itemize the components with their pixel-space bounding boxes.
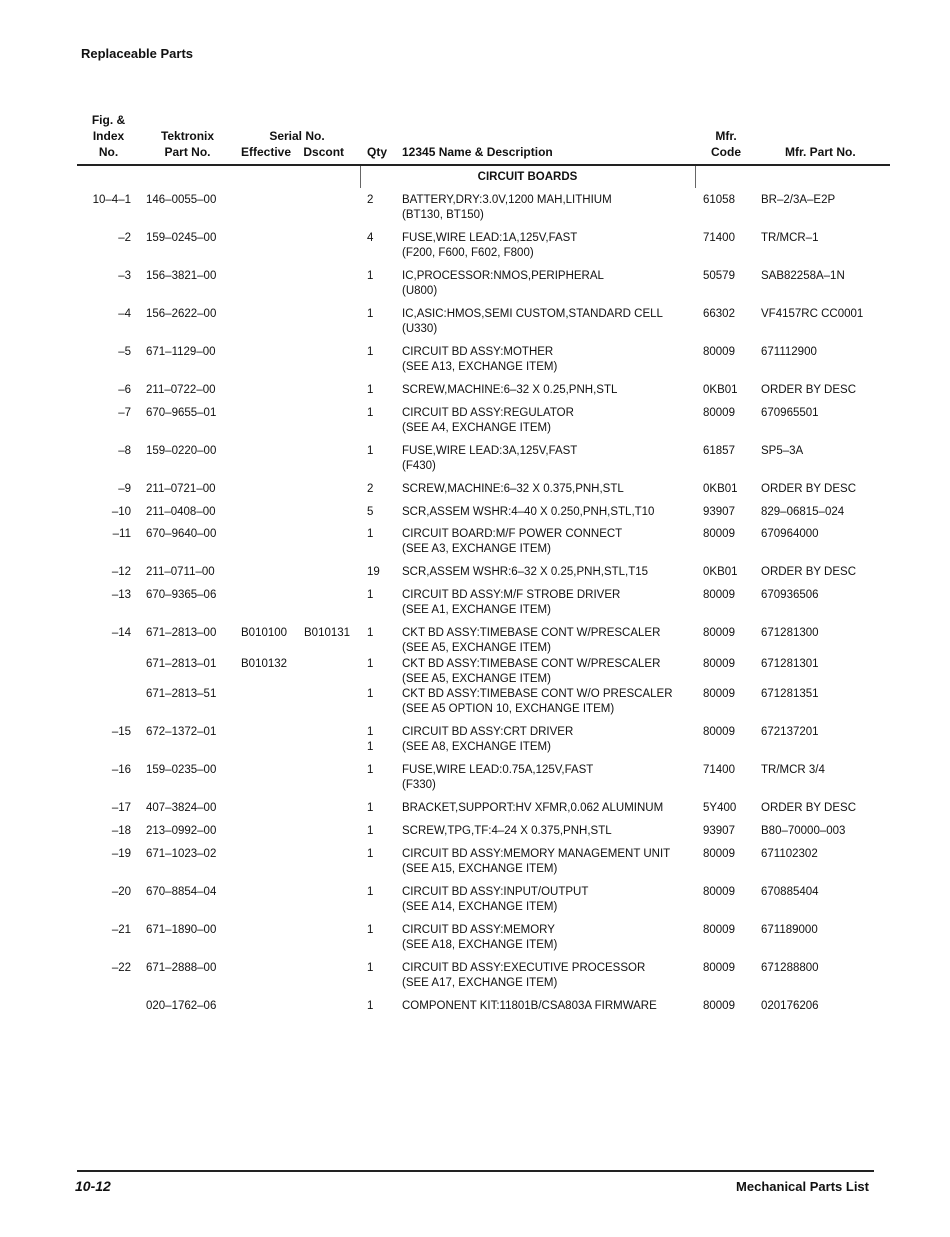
cell-desc-line1: CIRCUIT BD ASSY:MEMORY xyxy=(402,924,555,936)
cell-desc-line1: CIRCUIT BD ASSY:MEMORY MANAGEMENT UNIT xyxy=(402,848,671,860)
cell-part: 146–0055–00 xyxy=(146,194,217,206)
table-row xyxy=(0,406,950,436)
cell-fig: –19 xyxy=(111,848,131,860)
cell-code: 50579 xyxy=(703,270,735,282)
col-head-qty: Qty xyxy=(367,145,388,159)
cell-fig: –15 xyxy=(111,726,131,738)
table-row xyxy=(0,307,950,337)
cell-mpn: SAB82258A–1N xyxy=(761,270,845,282)
table-row xyxy=(0,444,950,474)
circuit-boards-label: CIRCUIT BOARDS xyxy=(477,171,578,183)
cell-qty: 1 xyxy=(367,688,374,700)
cell-desc xyxy=(402,763,593,793)
cell-qty-line2: 1 xyxy=(367,741,374,753)
cell-fig: –8 xyxy=(118,445,131,457)
cell-desc xyxy=(402,193,612,223)
cell-mpn: 671281301 xyxy=(761,658,819,670)
cell-desc xyxy=(402,565,648,580)
cell-desc xyxy=(402,406,574,436)
cell-code: 0KB01 xyxy=(703,384,738,396)
cell-desc xyxy=(402,527,622,557)
table-row xyxy=(0,527,950,557)
cell-desc-line2: (SEE A5, EXCHANGE ITEM) xyxy=(402,642,551,654)
cell-mpn: 671112900 xyxy=(761,346,817,358)
cell-desc-line2: (U330) xyxy=(402,323,438,335)
cell-desc xyxy=(402,801,663,816)
cell-desc-line1: CKT BD ASSY:TIMEBASE CONT W/PRESCALER xyxy=(402,627,661,639)
col-head-dscont: Dscont xyxy=(303,145,345,159)
cell-code: 5Y400 xyxy=(703,802,737,814)
cell-desc-line1: CIRCUIT BD ASSY:INPUT/OUTPUT xyxy=(402,886,589,898)
cell-code: 0KB01 xyxy=(703,483,738,495)
cell-code: 80009 xyxy=(703,962,735,974)
cell-code: 80009 xyxy=(703,658,735,670)
footer-title: Mechanical Parts List xyxy=(736,1179,869,1194)
cell-mpn: ORDER BY DESC xyxy=(761,566,857,578)
cell-code: 80009 xyxy=(703,924,735,936)
cell-code: 80009 xyxy=(703,726,735,738)
cell-desc xyxy=(402,725,573,755)
cell-desc xyxy=(402,444,577,474)
cell-qty: 2 xyxy=(367,483,374,495)
cell-desc-line2: (SEE A4, EXCHANGE ITEM) xyxy=(402,422,551,434)
cell-qty: 1 xyxy=(367,346,374,358)
table-row xyxy=(0,626,950,656)
cell-fig: –21 xyxy=(111,924,131,936)
col-head-serial-sub xyxy=(241,144,353,160)
cell-desc-line1: IC,ASIC:HMOS,SEMI CUSTOM,STANDARD CELL xyxy=(402,308,663,320)
cell-desc-line1: BATTERY,DRY:3.0V,1200 MAH,LITHIUM xyxy=(402,194,612,206)
cell-qty: 1 xyxy=(367,384,374,396)
cell-mpn: 670885404 xyxy=(761,886,819,898)
cell-eff: B010100 xyxy=(241,627,288,639)
cell-desc xyxy=(402,588,620,618)
col-head-desc: 12345 Name & Description xyxy=(402,145,553,159)
col-head-part xyxy=(145,112,230,162)
cell-desc xyxy=(402,847,670,877)
cell-part: 156–3821–00 xyxy=(146,270,217,282)
cell-desc xyxy=(402,307,663,337)
cell-qty: 1 xyxy=(367,848,374,860)
cell-desc xyxy=(402,482,624,497)
cell-fig: –13 xyxy=(111,589,131,601)
cell-mpn: TR/MCR–1 xyxy=(761,232,819,244)
col-head-mpn: Mfr. Part No. xyxy=(785,145,856,159)
cell-qty: 1 xyxy=(367,924,374,936)
cell-code: 80009 xyxy=(703,346,735,358)
cell-desc xyxy=(402,961,645,991)
col-head-effective: Effective xyxy=(241,145,292,159)
cell-fig: –18 xyxy=(111,825,131,837)
cell-fig: –17 xyxy=(111,802,131,814)
cell-qty: 1 xyxy=(367,627,374,639)
cell-qty: 1 xyxy=(367,886,374,898)
cell-mpn: B80–70000–003 xyxy=(761,825,846,837)
cell-desc-line2: (SEE A15, EXCHANGE ITEM) xyxy=(402,863,558,875)
cell-qty: 1 xyxy=(367,528,374,540)
table-row xyxy=(0,193,950,223)
cell-code: 61857 xyxy=(703,445,735,457)
cell-qty: 1 xyxy=(367,1000,374,1012)
cell-desc-line2: (SEE A1, EXCHANGE ITEM) xyxy=(402,604,551,616)
cell-desc-line2: (SEE A8, EXCHANGE ITEM) xyxy=(402,741,551,753)
cell-part: 213–0992–00 xyxy=(146,825,217,837)
cell-fig: –14 xyxy=(111,627,131,639)
cell-fig: –5 xyxy=(118,346,131,358)
cell-desc-line2: (SEE A17, EXCHANGE ITEM) xyxy=(402,977,558,989)
table-row xyxy=(0,847,950,877)
cell-code: 80009 xyxy=(703,528,735,540)
table-row xyxy=(0,999,950,1029)
cell-code: 80009 xyxy=(703,589,735,601)
cell-qty: 1 xyxy=(367,308,374,320)
cell-qty: 1 xyxy=(367,270,374,282)
cell-part: 159–0245–00 xyxy=(146,232,217,244)
cell-mpn: 671281300 xyxy=(761,627,819,639)
cell-desc-line1: IC,PROCESSOR:NMOS,PERIPHERAL xyxy=(402,270,604,282)
cell-desc-line1: BRACKET,SUPPORT:HV XFMR,0.062 ALUMINUM xyxy=(402,802,664,814)
cell-fig: –12 xyxy=(111,566,131,578)
cell-mpn: ORDER BY DESC xyxy=(761,483,857,495)
col-head-fig-line1: Fig. & xyxy=(91,113,126,127)
cell-desc xyxy=(402,657,660,687)
cell-qty: 1 xyxy=(367,825,374,837)
cell-part: 211–0408–00 xyxy=(146,506,216,518)
cell-qty-line1: 1 xyxy=(367,726,374,738)
table-row xyxy=(0,345,950,375)
section-header: Replaceable Parts xyxy=(81,46,194,61)
cell-fig: 10–4–1 xyxy=(92,194,131,206)
cell-qty: 1 xyxy=(367,589,374,601)
cell-desc xyxy=(402,626,660,656)
cell-part: 672–1372–01 xyxy=(146,726,217,738)
cell-desc-line1: CKT BD ASSY:TIMEBASE CONT W/PRESCALER xyxy=(402,658,661,670)
cell-desc-line1: CIRCUIT BD ASSY:EXECUTIVE PROCESSOR xyxy=(402,962,646,974)
cell-mpn: VF4157RC CC0001 xyxy=(761,308,864,320)
cell-desc xyxy=(402,505,654,520)
cell-code: 61058 xyxy=(703,194,735,206)
cell-desc xyxy=(402,345,557,375)
cell-code: 80009 xyxy=(703,407,735,419)
page-number: 10-12 xyxy=(75,1178,111,1194)
col-head-serial xyxy=(241,112,353,162)
cell-mpn: TR/MCR 3/4 xyxy=(761,764,825,776)
cell-desc xyxy=(402,885,588,915)
cell-desc xyxy=(402,269,604,299)
cell-fig: –2 xyxy=(118,232,131,244)
col-head-serial-label: Serial No. xyxy=(269,129,325,143)
cell-part: 211–0722–00 xyxy=(146,384,216,396)
cell-desc-line1: CIRCUIT BD ASSY:CRT DRIVER xyxy=(402,726,574,738)
cell-desc-line1: SCREW,MACHINE:6–32 X 0.25,PNH,STL xyxy=(402,384,618,396)
cell-part: 670–9365–06 xyxy=(146,589,217,601)
header-rule xyxy=(77,164,890,166)
cell-qty: 1 xyxy=(367,658,374,670)
cell-desc-line1: CKT BD ASSY:TIMEBASE CONT W/O PRESCALER xyxy=(402,688,673,700)
cell-mpn: ORDER BY DESC xyxy=(761,384,857,396)
cell-desc-line2: (F330) xyxy=(402,779,436,791)
cell-fig: –9 xyxy=(118,483,131,495)
cell-qty: 1 xyxy=(367,445,374,457)
cell-part: 020–1762–06 xyxy=(146,1000,217,1012)
cell-part: 671–1023–02 xyxy=(146,848,217,860)
cell-desc-line1: FUSE,WIRE LEAD:0.75A,125V,FAST xyxy=(402,764,594,776)
cell-qty: 1 xyxy=(367,962,374,974)
cell-desc xyxy=(402,923,557,953)
table-row xyxy=(0,269,950,299)
table-row xyxy=(0,961,950,991)
cell-desc-line1: CIRCUIT BD ASSY:MOTHER xyxy=(402,346,554,358)
cell-part: 670–8854–04 xyxy=(146,886,217,898)
cell-fig: –22 xyxy=(111,962,131,974)
cell-part: 670–9655–01 xyxy=(146,407,217,419)
cell-mpn: SP5–3A xyxy=(761,445,804,457)
cell-part: 670–9640–00 xyxy=(146,528,217,540)
cell-desc-line1: SCREW,MACHINE:6–32 X 0.375,PNH,STL xyxy=(402,483,624,495)
cell-desc-line2: (SEE A13, EXCHANGE ITEM) xyxy=(402,361,558,373)
col-head-code-line1: Mfr. xyxy=(715,129,737,143)
cell-fig: –6 xyxy=(118,384,131,396)
table-row xyxy=(0,588,950,618)
cell-code: 0KB01 xyxy=(703,566,738,578)
desc-column-divider xyxy=(695,166,696,188)
cell-mpn: 670936506 xyxy=(761,589,819,601)
footer-rule xyxy=(77,1170,874,1172)
cell-code: 71400 xyxy=(703,232,735,244)
table-row xyxy=(0,231,950,261)
cell-desc-line1: COMPONENT KIT:11801B/CSA803A FIRMWARE xyxy=(402,1000,657,1012)
table-row xyxy=(0,687,950,717)
cell-fig: –20 xyxy=(111,886,131,898)
col-head-fig xyxy=(80,112,137,162)
cell-desc-line1: FUSE,WIRE LEAD:1A,125V,FAST xyxy=(402,232,578,244)
cell-part: 671–1129–00 xyxy=(146,346,216,358)
cell-part: 211–0721–00 xyxy=(146,483,216,495)
cell-qty: 5 xyxy=(367,506,374,518)
cell-desc xyxy=(402,687,673,717)
cell-qty: 1 xyxy=(367,764,374,776)
cell-qty: 1 xyxy=(367,407,374,419)
cell-part: 671–2813–51 xyxy=(146,688,217,700)
cell-mpn: 670965501 xyxy=(761,407,819,419)
cell-part: 211–0711–00 xyxy=(146,566,215,578)
cell-code: 71400 xyxy=(703,764,735,776)
table-row xyxy=(0,725,950,755)
cell-desc-line1: CIRCUIT BD ASSY:REGULATOR xyxy=(402,407,574,419)
cell-fig: –7 xyxy=(118,407,131,419)
cell-desc xyxy=(402,383,617,398)
col-head-code xyxy=(706,112,746,162)
col-head-part-line2: Part No. xyxy=(164,145,211,159)
cell-desc-line2: (U800) xyxy=(402,285,438,297)
cell-code: 80009 xyxy=(703,1000,735,1012)
cell-qty: 19 xyxy=(367,566,380,578)
table-row xyxy=(0,923,950,953)
cell-part: 671–2888–00 xyxy=(146,962,217,974)
cell-desc xyxy=(402,999,657,1014)
cell-code: 66302 xyxy=(703,308,735,320)
cell-dsc: B010131 xyxy=(304,627,351,639)
cell-fig: –11 xyxy=(112,528,131,540)
cell-desc xyxy=(402,231,577,261)
cell-code: 93907 xyxy=(703,825,735,837)
cell-code: 80009 xyxy=(703,688,735,700)
cell-fig: –4 xyxy=(118,308,131,320)
col-head-fig-line3: No. xyxy=(98,145,119,159)
cell-code: 80009 xyxy=(703,627,735,639)
cell-desc-line1: SCREW,TPG,TF:4–24 X 0.375,PNH,STL xyxy=(402,825,612,837)
cell-code: 80009 xyxy=(703,848,735,860)
col-head-fig-line2: Index xyxy=(92,129,125,143)
cell-qty xyxy=(367,725,373,755)
cell-part: 407–3824–00 xyxy=(146,802,217,814)
cell-part: 671–1890–00 xyxy=(146,924,217,936)
cell-desc-line1: SCR,ASSEM WSHR:4–40 X 0.250,PNH,STL,T10 xyxy=(402,506,655,518)
cell-mpn: 671189000 xyxy=(761,924,818,936)
table-row xyxy=(0,657,950,687)
cell-part: 671–2813–00 xyxy=(146,627,217,639)
col-head-part-line1: Tektronix xyxy=(160,129,215,143)
cell-fig: –16 xyxy=(111,764,131,776)
table-row xyxy=(0,885,950,915)
cell-mpn: 671288800 xyxy=(761,962,819,974)
cell-desc-line2: (SEE A18, EXCHANGE ITEM) xyxy=(402,939,558,951)
cell-mpn: ORDER BY DESC xyxy=(761,802,857,814)
table-row xyxy=(0,763,950,793)
cell-qty: 1 xyxy=(367,802,374,814)
cell-qty: 2 xyxy=(367,194,374,206)
cell-desc-line2: (F430) xyxy=(402,460,436,472)
cell-desc-line2: (SEE A14, EXCHANGE ITEM) xyxy=(402,901,558,913)
cell-part: 159–0235–00 xyxy=(146,764,217,776)
cell-desc-line2: (SEE A5, EXCHANGE ITEM) xyxy=(402,673,551,685)
cell-desc-line2: (BT130, BT150) xyxy=(402,209,484,221)
cell-code: 93907 xyxy=(703,506,735,518)
cell-mpn: 829–06815–024 xyxy=(761,506,845,518)
cell-mpn: 672137201 xyxy=(761,726,819,738)
cell-eff: B010132 xyxy=(241,658,288,670)
cell-desc-line1: FUSE,WIRE LEAD:3A,125V,FAST xyxy=(402,445,578,457)
col-head-code-line2: Code xyxy=(711,145,741,159)
cell-desc-line1: SCR,ASSEM WSHR:6–32 X 0.25,PNH,STL,T15 xyxy=(402,566,649,578)
cell-mpn: 020176206 xyxy=(761,1000,819,1012)
cell-desc-line1: CIRCUIT BD ASSY:M/F STROBE DRIVER xyxy=(402,589,621,601)
cell-desc xyxy=(402,824,612,839)
cell-fig: –10 xyxy=(111,506,131,518)
cell-mpn: 671281351 xyxy=(761,688,819,700)
cell-part: 156–2622–00 xyxy=(146,308,217,320)
cell-code: 80009 xyxy=(703,886,735,898)
cell-part: 671–2813–01 xyxy=(146,658,217,670)
cell-desc-line2: (F200, F600, F602, F800) xyxy=(402,247,534,259)
cell-mpn: 670964000 xyxy=(761,528,819,540)
cell-part: 159–0220–00 xyxy=(146,445,217,457)
cell-desc-line2: (SEE A5 OPTION 10, EXCHANGE ITEM) xyxy=(402,703,615,715)
cell-mpn: BR–2/3A–E2P xyxy=(761,194,836,206)
cell-mpn: 671102302 xyxy=(761,848,818,860)
cell-desc-line2: (SEE A3, EXCHANGE ITEM) xyxy=(402,543,551,555)
cell-desc-line1: CIRCUIT BOARD:M/F POWER CONNECT xyxy=(402,528,623,540)
cell-fig: –3 xyxy=(118,270,131,282)
cell-qty: 4 xyxy=(367,232,374,244)
